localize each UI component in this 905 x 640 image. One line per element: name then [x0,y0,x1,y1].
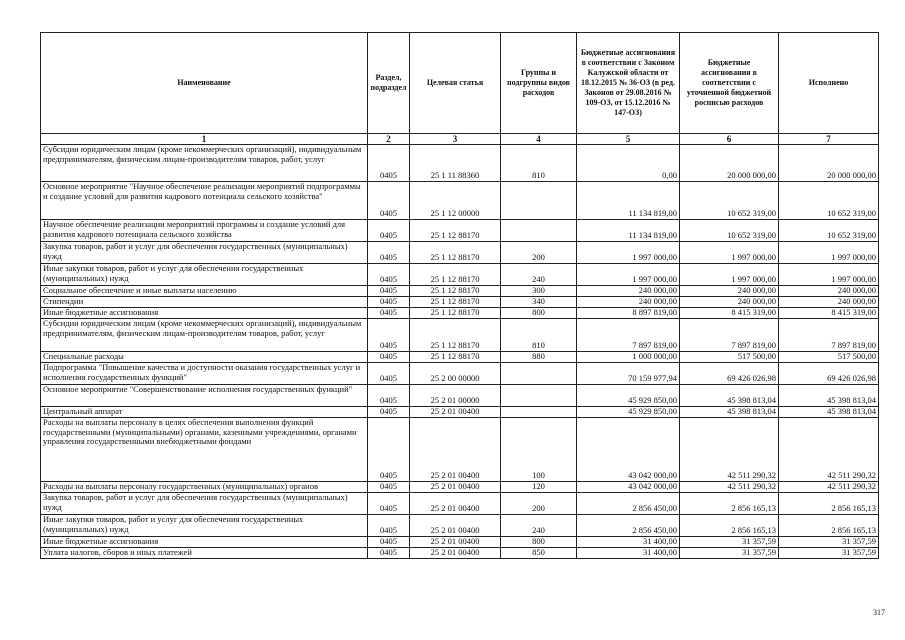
table-row [41,182,879,220]
row-refined-budget: 10 652 319,00 [680,220,779,242]
row-target-article: 25 2 01 00400 [410,407,501,418]
row-target-article: 25 1 12 88170 [410,308,501,319]
row-section: 0405 [368,407,410,418]
row-name: Расходы на выплаты персоналу государственных (муниципальных) органов [41,482,368,493]
header-executed: Исполнено [779,33,879,134]
table-row [41,220,879,242]
row-expense-group: 810 [501,145,577,182]
row-law-budget: 11 134 819,00 [577,182,680,220]
row-refined-budget: 1 997 000,00 [680,242,779,264]
row-law-budget: 1 000 000,00 [577,352,680,363]
row-expense-group [501,182,577,220]
row-refined-budget: 1 997 000,00 [680,264,779,286]
row-section: 0405 [368,182,410,220]
table-row [41,308,879,319]
row-expense-group: 800 [501,537,577,548]
row-law-budget: 2 856 450,00 [577,493,680,515]
row-executed: 10 652 319,00 [779,220,879,242]
table-row [41,515,879,537]
row-expense-group [501,220,577,242]
table-row [41,493,879,515]
table-row [41,363,879,385]
row-executed: 20 000 000,00 [779,145,879,182]
header-law-budget: Бюджетные ассигнования в соответствии с Законом Калужской области от 18.12.2015 № 36-ОЗ (в ред. Законов от 29.08.2016 № 109-ОЗ, от 15.12.2016 № 147-ОЗ) [577,33,680,134]
row-expense-group [501,363,577,385]
row-law-budget: 8 897 819,00 [577,308,680,319]
row-executed: 45 398 813,04 [779,407,879,418]
row-refined-budget: 42 511 290,32 [680,418,779,482]
row-law-budget: 43 042 000,00 [577,418,680,482]
row-expense-group: 340 [501,297,577,308]
row-refined-budget: 240 000,00 [680,297,779,308]
table-row [41,297,879,308]
header-section: Раздел, подраздел [368,33,410,134]
table-row [41,407,879,418]
row-section: 0405 [368,482,410,493]
row-name: Закупка товаров, работ и услуг для обеспечения государственных (муниципальных) нужд [41,493,368,515]
column-number: 4 [501,134,577,145]
row-name: Закупка товаров, работ и услуг для обеспечения государственных (муниципальных) нужд [41,242,368,264]
row-name: Иные закупки товаров, работ и услуг для обеспечения государственных (муниципальных) нужд [41,515,368,537]
row-section: 0405 [368,145,410,182]
header-target-article: Целевая статья [410,33,501,134]
row-target-article: 25 2 01 00400 [410,515,501,537]
row-section: 0405 [368,363,410,385]
table-row [41,145,879,182]
row-name: Центральный аппарат [41,407,368,418]
column-number: 2 [368,134,410,145]
row-law-budget: 0,00 [577,145,680,182]
row-section: 0405 [368,537,410,548]
table-row [41,385,879,407]
row-section: 0405 [368,515,410,537]
row-expense-group: 850 [501,548,577,559]
row-expense-group: 800 [501,308,577,319]
table-row [41,242,879,264]
row-section: 0405 [368,297,410,308]
row-executed: 7 897 819,00 [779,319,879,352]
row-executed: 1 997 000,00 [779,242,879,264]
row-refined-budget: 20 000 000,00 [680,145,779,182]
row-name: Стипендии [41,297,368,308]
row-law-budget: 43 042 000,00 [577,482,680,493]
row-executed: 240 000,00 [779,297,879,308]
row-refined-budget: 517 500,00 [680,352,779,363]
table-row [41,319,879,352]
row-refined-budget: 7 897 819,00 [680,319,779,352]
row-section: 0405 [368,548,410,559]
row-law-budget: 1 997 000,00 [577,242,680,264]
row-expense-group: 200 [501,493,577,515]
row-target-article: 25 2 01 00400 [410,548,501,559]
table-row [41,482,879,493]
row-law-budget: 240 000,00 [577,286,680,297]
row-executed: 517 500,00 [779,352,879,363]
row-target-article: 25 2 01 00000 [410,385,501,407]
row-refined-budget: 10 652 319,00 [680,182,779,220]
row-executed: 42 511 290,32 [779,418,879,482]
column-number: 3 [410,134,501,145]
row-expense-group [501,385,577,407]
header-row [41,33,879,134]
column-number: 7 [779,134,879,145]
row-refined-budget: 45 398 813,04 [680,385,779,407]
row-name: Иные бюджетные ассигнования [41,537,368,548]
header-expense-groups: Группы и подгруппы видов расходов [501,33,577,134]
row-refined-budget: 2 856 165,13 [680,493,779,515]
row-law-budget: 7 897 819,00 [577,319,680,352]
row-target-article: 25 1 12 88170 [410,319,501,352]
row-expense-group: 120 [501,482,577,493]
row-target-article: 25 2 01 00400 [410,482,501,493]
row-law-budget: 31 400,00 [577,537,680,548]
row-law-budget: 45 929 850,00 [577,407,680,418]
row-expense-group: 810 [501,319,577,352]
row-target-article: 25 2 01 00400 [410,537,501,548]
row-refined-budget: 42 511 290,32 [680,482,779,493]
column-number: 6 [680,134,779,145]
table-row [41,352,879,363]
row-executed: 2 856 165,13 [779,515,879,537]
row-law-budget: 45 929 850,00 [577,385,680,407]
row-refined-budget: 240 000,00 [680,286,779,297]
row-target-article: 25 2 01 00400 [410,493,501,515]
row-expense-group: 200 [501,242,577,264]
row-executed: 45 398 813,04 [779,385,879,407]
table-row [41,537,879,548]
row-name: Основное мероприятие "Научное обеспечение реализации мероприятий подпрограммы и создание условий для развития кадрового потенциала сельского хозяйства" [41,182,368,220]
row-expense-group: 240 [501,515,577,537]
row-name: Иные бюджетные ассигнования [41,308,368,319]
table-row [41,286,879,297]
row-section: 0405 [368,220,410,242]
row-law-budget: 31 400,00 [577,548,680,559]
row-target-article: 25 1 12 88170 [410,220,501,242]
row-section: 0405 [368,352,410,363]
row-executed: 31 357,59 [779,548,879,559]
row-law-budget: 240 000,00 [577,297,680,308]
column-number: 1 [41,134,368,145]
row-refined-budget: 31 357,59 [680,548,779,559]
header-refined-budget: Бюджетные ассигнования в соответствии с уточненной бюджетной росписью расходов [680,33,779,134]
row-expense-group [501,407,577,418]
row-target-article: 25 2 00 00000 [410,363,501,385]
column-number: 5 [577,134,680,145]
row-executed: 8 415 319,00 [779,308,879,319]
row-name: Иные закупки товаров, работ и услуг для обеспечения государственных (муниципальных) нужд [41,264,368,286]
row-refined-budget: 69 426 026,98 [680,363,779,385]
column-number-row [41,134,879,145]
row-name: Основное мероприятие "Совершенствование исполнения государственных функций" [41,385,368,407]
row-expense-group: 100 [501,418,577,482]
row-section: 0405 [368,308,410,319]
row-section: 0405 [368,264,410,286]
row-executed: 42 511 290,32 [779,482,879,493]
row-target-article: 25 1 12 00000 [410,182,501,220]
table-row [41,548,879,559]
row-name: Уплата налогов, сборов и иных платежей [41,548,368,559]
table-body [41,145,879,559]
row-name: Подпрограмма "Повышение качества и доступности оказания государственных услуг и исполнения государственных функций" [41,363,368,385]
row-target-article: 25 2 01 00400 [410,418,501,482]
row-section: 0405 [368,286,410,297]
row-law-budget: 11 134 819,00 [577,220,680,242]
row-target-article: 25 1 12 88170 [410,286,501,297]
row-target-article: 25 1 12 88170 [410,352,501,363]
row-executed: 1 997 000,00 [779,264,879,286]
row-executed: 10 652 319,00 [779,182,879,220]
row-executed: 2 856 165,13 [779,493,879,515]
row-section: 0405 [368,418,410,482]
table-row [41,264,879,286]
page-number: 317 [873,608,885,617]
row-refined-budget: 8 415 319,00 [680,308,779,319]
row-name: Субсидии юридическим лицам (кроме некоммерческих организаций), индивидуальным предпринимателям, физическим лицам-производителям товаров, работ, услуг [41,145,368,182]
header-name: Наименование [41,33,368,134]
row-refined-budget: 31 357,59 [680,537,779,548]
row-law-budget: 70 159 977,94 [577,363,680,385]
row-section: 0405 [368,319,410,352]
row-name: Расходы на выплаты персоналу в целях обеспечения выполнения функций государственными (муниципальными) органами, казенными учреждениями, органами управления государственными внебюджетными фондами [41,418,368,482]
row-target-article: 25 1 12 88170 [410,297,501,308]
row-name: Социальное обеспечение и иные выплаты населению [41,286,368,297]
row-section: 0405 [368,242,410,264]
row-target-article: 25 1 12 88170 [410,264,501,286]
row-expense-group: 300 [501,286,577,297]
row-law-budget: 2 856 450,00 [577,515,680,537]
row-expense-group: 240 [501,264,577,286]
row-name: Субсидии юридическим лицам (кроме некоммерческих организаций), индивидуальным предпринимателям, физическим лицам-производителям товаров, работ, услуг [41,319,368,352]
table-row [41,418,879,482]
row-refined-budget: 2 856 165,13 [680,515,779,537]
row-expense-group: 880 [501,352,577,363]
row-executed: 69 426 026,98 [779,363,879,385]
row-law-budget: 1 997 000,00 [577,264,680,286]
row-executed: 31 357,59 [779,537,879,548]
row-target-article: 25 1 12 88170 [410,242,501,264]
row-name: Специальные расходы [41,352,368,363]
row-refined-budget: 45 398 813,04 [680,407,779,418]
budget-execution-table [40,32,879,559]
row-target-article: 25 1 11 88360 [410,145,501,182]
row-name: Научное обеспечение реализации мероприятий программы и создание условий для развития кадрового потенциала сельского хозяйства [41,220,368,242]
row-section: 0405 [368,385,410,407]
row-section: 0405 [368,493,410,515]
row-executed: 240 000,00 [779,286,879,297]
